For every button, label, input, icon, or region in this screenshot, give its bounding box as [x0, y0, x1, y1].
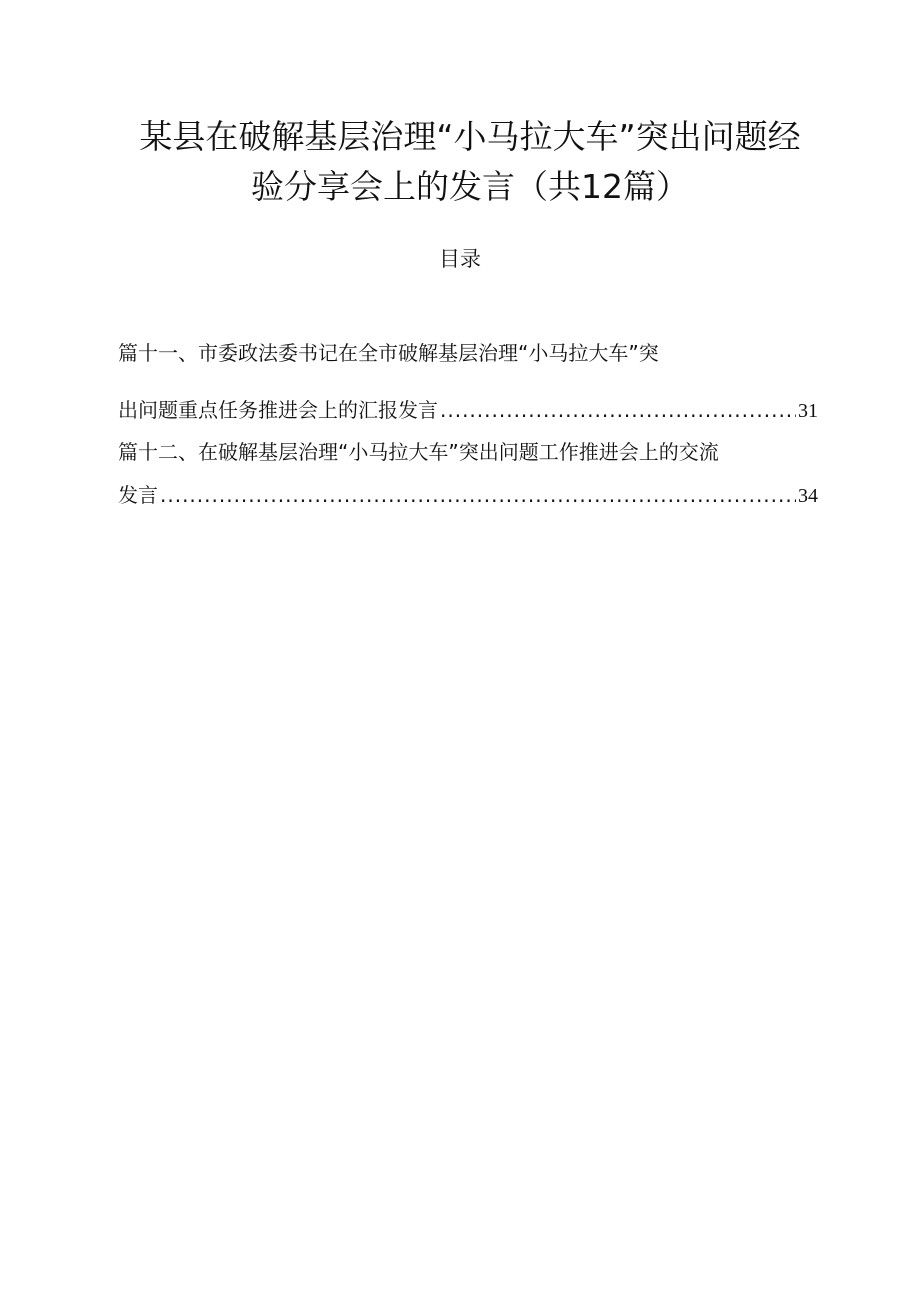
toc-entry-12-page-number: 34 — [798, 485, 818, 507]
toc-dot-leader — [440, 395, 796, 425]
toc-entry-12-line-2[interactable] — [118, 480, 818, 510]
toc-dot-leader — [160, 480, 796, 510]
toc-entry-11-page-number: 31 — [798, 400, 818, 422]
toc-entry-11-text: 出问题重点任务推进会上的汇报发言 — [118, 398, 438, 422]
document-title — [100, 112, 840, 212]
toc-entry-12-line-1[interactable]: 篇十二、在破解基层治理“小马拉大车”突出问题工作推进会上的交流 — [118, 440, 719, 464]
toc-heading: 目录 — [439, 247, 481, 271]
toc-entry-12-text: 发言 — [118, 483, 158, 507]
document-title-line-2: 验分享会上的发言（共12篇） — [251, 167, 689, 206]
document-title-line-1: 某县在破解基层治理“小马拉大车”突出问题经 — [139, 117, 801, 156]
toc-entry-11-line-1[interactable]: 篇十一、市委政法委书记在全市破解基层治理“小马拉大车”突 — [118, 341, 659, 365]
toc-entry-11-line-2[interactable] — [118, 395, 818, 425]
